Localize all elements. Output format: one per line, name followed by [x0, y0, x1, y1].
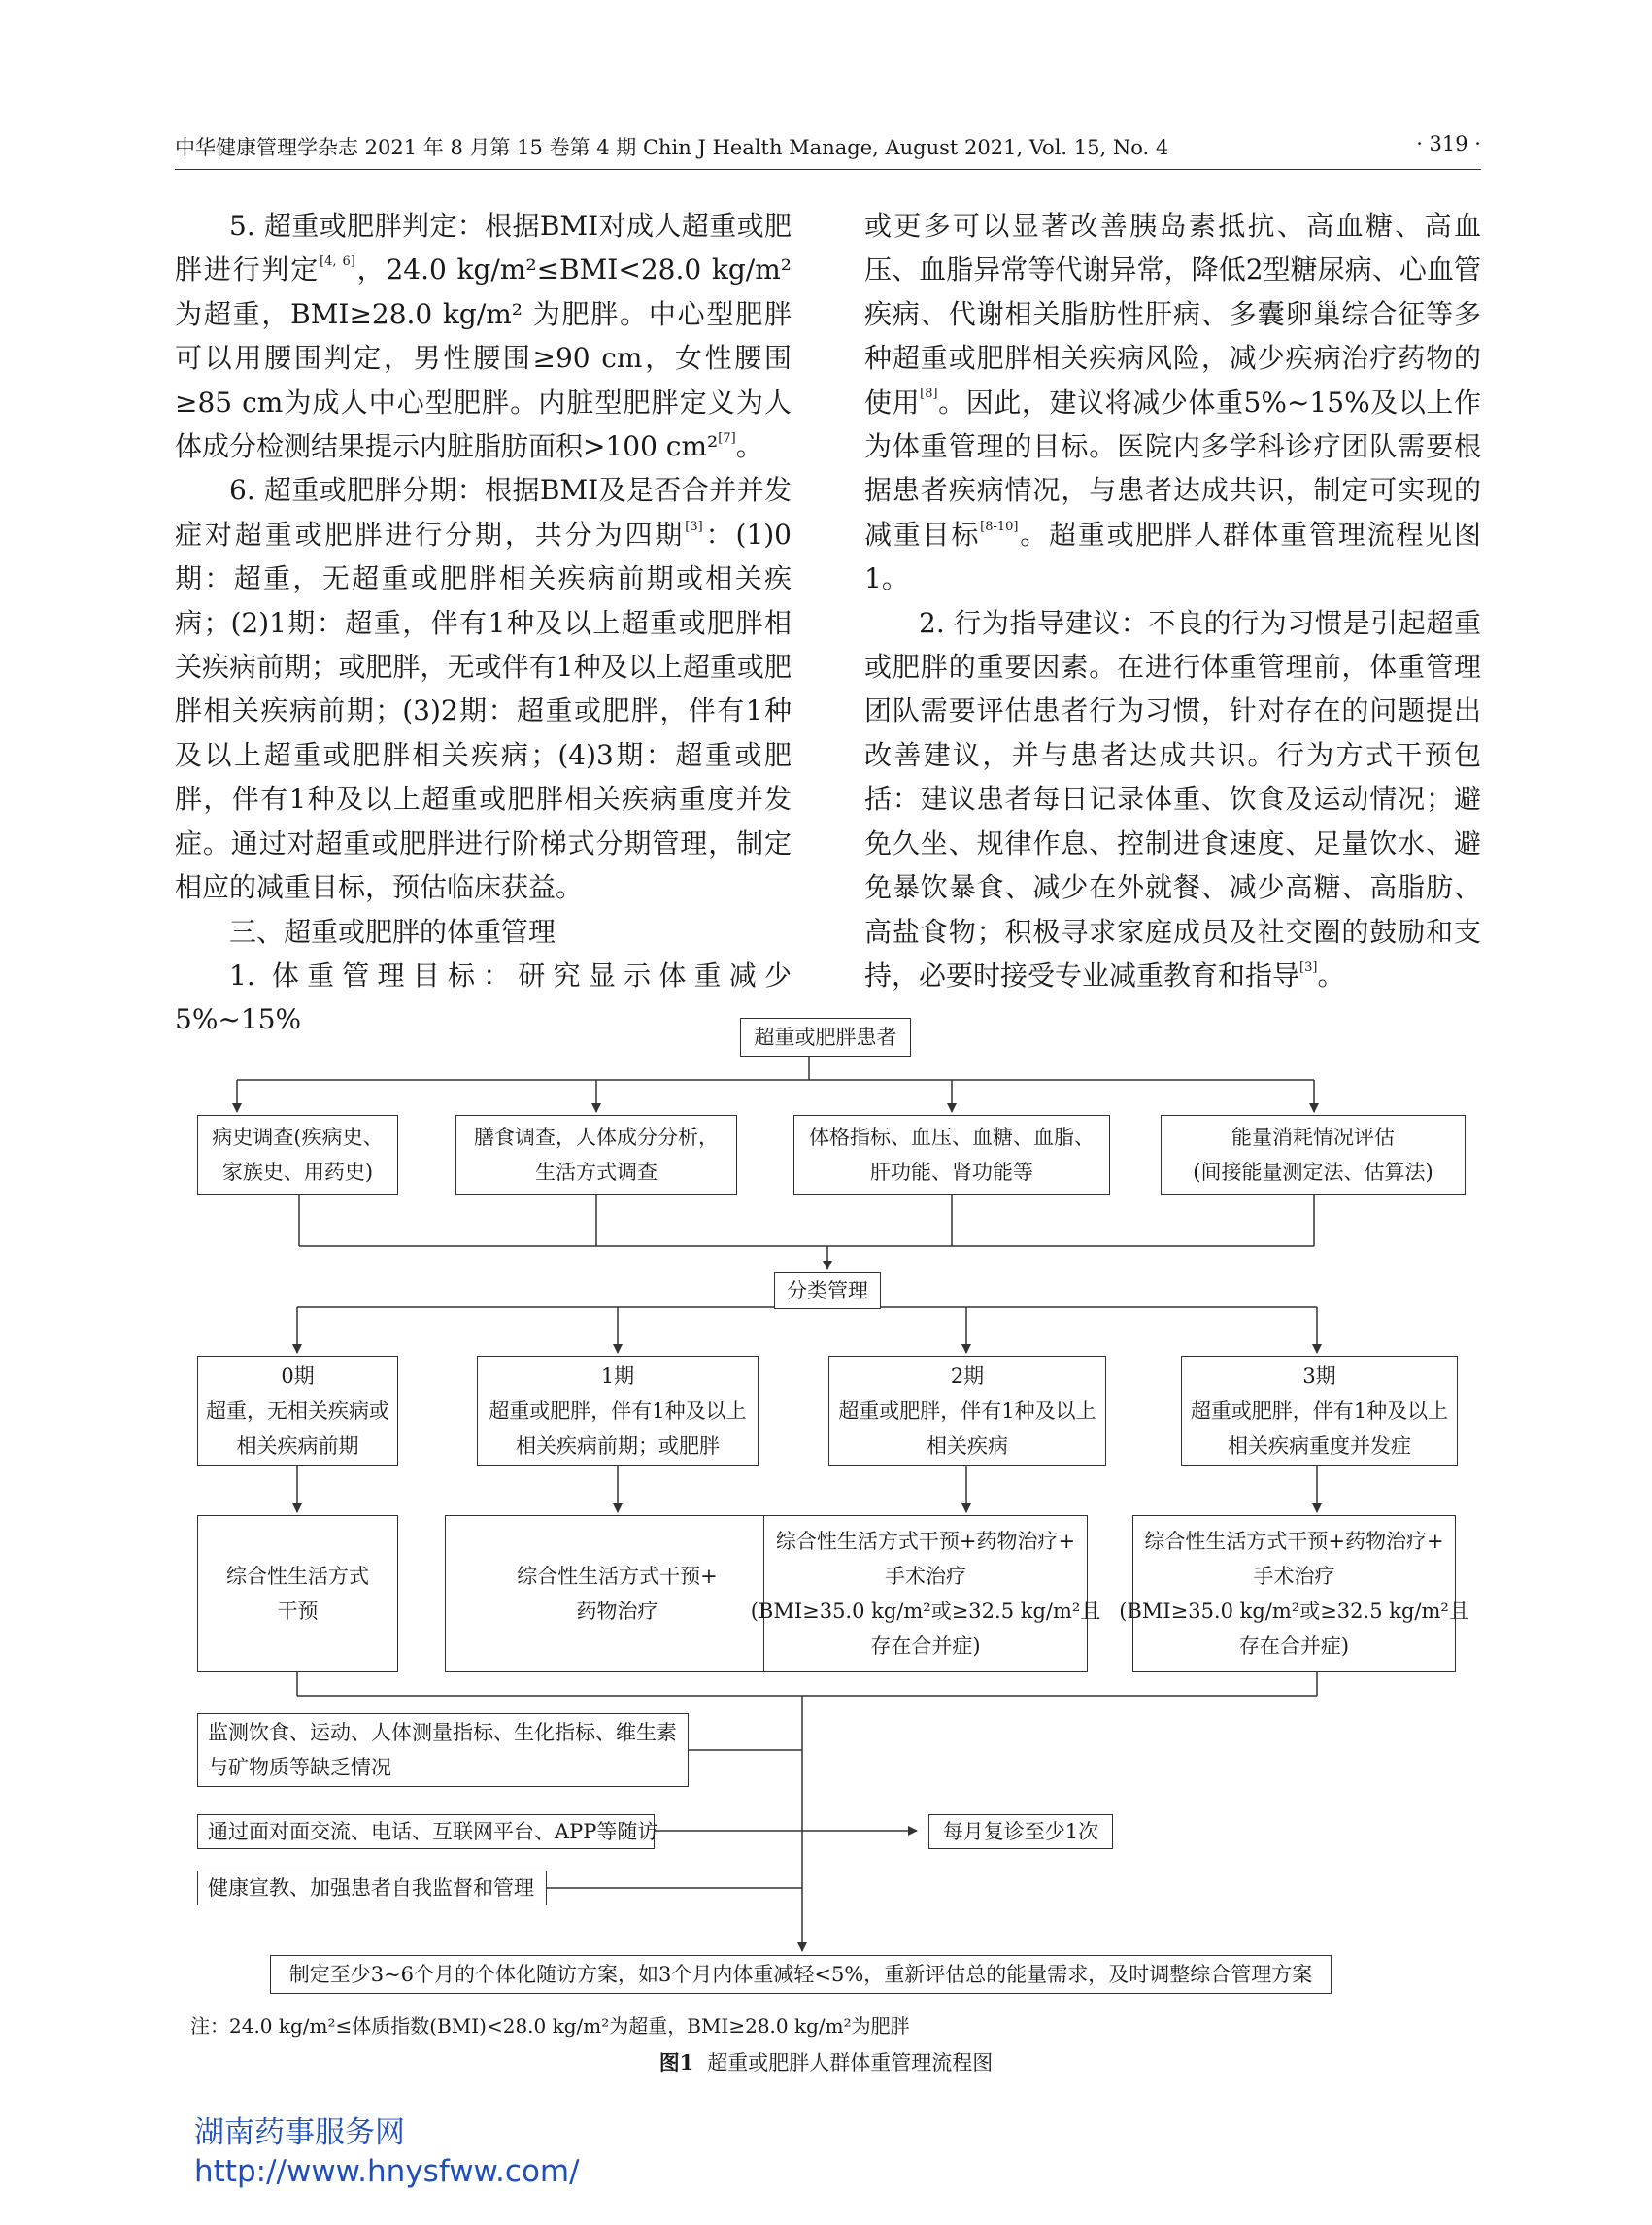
monitor-box: 监测饮食、运动、人体测量指标、生化指标、维生素 与矿物质等缺乏情况: [197, 1713, 689, 1787]
stage-box-1: 1期 超重或肥胖，伴有1种及以上 相关疾病前期；或肥胖: [477, 1356, 759, 1466]
treatment-box-0: 综合性生活方式 干预: [197, 1515, 398, 1672]
followup-plan-box: 制定至少3~6个月的个体化随访方案，如3个月内体重减轻<5%，重新评估总的能量需求，及时调整综合管理方案: [270, 1955, 1332, 1994]
paragraph-obesity-staging: 6. 超重或肥胖分期：根据BMI及是否合并并发症对超重或肥胖进行分期，共分为四期[3]：(1)0期：超重，无超重或肥胖相关疾病前期或相关疾病；(2)1期：超重，伴有1种及以上超重或肥胖相关疾病前期；或肥胖，无或伴有1种及以上超重或肥胖相关疾病前期；(3)2期：超重或肥胖，伴有1种及以上超重或肥胖相关疾病；(4)3期：超重或肥胖，伴有1种及以上超重或肥胖相关疾病重度并发症。通过对超重或肥胖进行阶梯式分期管理，制定相应的减重目标，预估临床获益。: [175, 474, 792, 904]
paragraph-overweight-criteria: 5. 超重或肥胖判定：根据BMI对成人超重或肥胖进行判定[4, 6]，24.0 kg/m²≤BMI<28.0 kg/m² 为超重，BMI≥28.0 kg/m² 为肥胖。中心型肥胖可以用腰围判定，男性腰围≥90 cm，女性腰围≥85 cm为成人中心型肥胖。内脏型肥胖定义为人体成分检测结果提示内脏脂肪面积>100 cm²[7]。: [175, 210, 792, 463]
patient-box: 超重或肥胖患者: [740, 1018, 911, 1057]
stage-box-0: 0期 超重，无相关疾病或 相关疾病前期: [197, 1356, 398, 1466]
figure-note: 注：24.0 kg/m²≤体质指数(BMI)<28.0 kg/m²为超重，BMI≥28.0 kg/m²为肥胖: [190, 2014, 910, 2038]
figure-caption: [0, 2047, 1652, 2076]
assess-box-energy: 能量消耗情况评估 (间接能量测定法、估算法): [1161, 1115, 1466, 1195]
watermark-url[interactable]: http://www.hnysfww.com/: [194, 2154, 580, 2189]
treatment-box-1: 综合性生活方式干预+ 药物治疗: [445, 1515, 790, 1672]
followup-box: 通过面对面交流、电话、互联网平台、APP等随访: [197, 1814, 655, 1849]
treatment-box-2: 综合性生活方式干预+药物治疗+ 手术治疗 (BMI≥35.0 kg/m²或≥32.5 kg/m²且 存在合并症): [763, 1515, 1088, 1672]
assess-box-history: 病史调查(疾病史、 家族史、用药史): [197, 1115, 398, 1195]
figure-title: 超重或肥胖人群体重管理流程图: [707, 2051, 994, 2074]
watermark: [194, 2113, 580, 2191]
assess-box-physical: 体格指标、血压、血糖、血脂、 肝功能、肾功能等: [793, 1115, 1110, 1195]
treatment-box-3: 综合性生活方式干预+药物治疗+ 手术治疗 (BMI≥35.0 kg/m²或≥32.5 kg/m²且 存在合并症): [1132, 1515, 1456, 1672]
paragraph-weight-goal-cont: 或更多可以显著改善胰岛素抵抗、高血糖、高血压、血脂异常等代谢异常，降低2型糖尿病、心血管疾病、代谢相关脂肪性肝病、多囊卵巢综合征等多种超重或肥胖相关疾病风险，减少疾病治疗药物的使用[8]。因此，建议将减少体重5%~15%及以上作为体重管理的目标。医院内多学科诊疗团队需要根据患者疾病情况，与患者达成共识，制定可实现的减重目标[8-10]。超重或肥胖人群体重管理流程见图1。: [864, 210, 1481, 595]
stage-box-2: 2期 超重或肥胖，伴有1种及以上 相关疾病: [828, 1356, 1106, 1466]
paragraph-weight-goal: 1. 体重管理目标：研究显示体重减少5%~15%: [175, 959, 792, 1036]
watermark-name: 湖南药事服务网: [194, 2115, 405, 2150]
page-number: · 319 ·: [1416, 132, 1481, 155]
journal-citation: 中华健康管理学杂志 2021 年 8 月第 15 卷第 4 期 Chin J Health Manage, August 2021, Vol. 15, No. 4: [175, 136, 1169, 159]
figure-label: 图1: [658, 2050, 694, 2074]
assess-box-diet: 膳食调查，人体成分分析， 生活方式调查: [455, 1115, 737, 1195]
section-heading: 三、超重或肥胖的体重管理: [229, 915, 556, 948]
paragraph-behavior-guidance: 2. 行为指导建议：不良的行为习惯是引起超重或肥胖的重要因素。在进行体重管理前，体重管理团队需要评估患者行为习惯，针对存在的问题提出改善建议，并与患者达成共识。行为方式干预包括：建议患者每日记录体重、饮食及运动情况；避免久坐、规律作息、控制进食速度、足量饮水、避免暴饮暴食、减少在外就餐、减少高糖、高脂肪、高盐食物；积极寻求家庭成员及社交圈的鼓励和支持，必要时接受专业减重教育和指导[3]。: [864, 606, 1481, 992]
stage-box-3: 3期 超重或肥胖，伴有1种及以上 相关疾病重度并发症: [1181, 1356, 1458, 1466]
classify-box: 分类管理: [774, 1272, 881, 1309]
monthly-visit-box: 每月复诊至少1次: [928, 1814, 1113, 1849]
education-box: 健康宣教、加强患者自我监督和管理: [197, 1871, 547, 1905]
